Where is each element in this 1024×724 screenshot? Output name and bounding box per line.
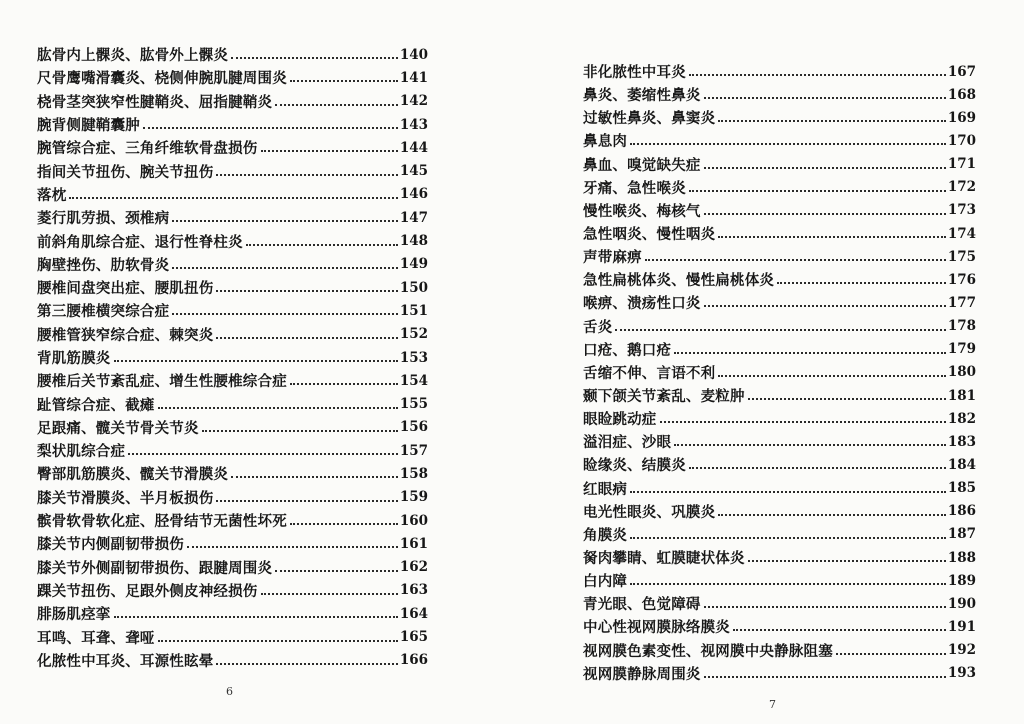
dot-leader (216, 663, 397, 665)
toc-entry (583, 222, 976, 245)
dot-leader (689, 467, 946, 469)
toc-entry-title: 腰椎后关节紊乱症、增生性腰椎综合症 (37, 373, 287, 391)
right-page (512, 0, 1024, 724)
toc-entry (583, 615, 976, 638)
dot-leader (231, 57, 398, 59)
dot-leader (645, 259, 946, 261)
dot-leader (216, 290, 397, 292)
dot-leader (172, 267, 398, 269)
toc-entry-page-number: 167 (947, 63, 976, 80)
toc-entry (583, 384, 976, 407)
toc-entry-title: 电光性眼炎、巩膜炎 (583, 503, 716, 521)
toc-entry-title: 背肌筋膜炎 (37, 350, 111, 367)
toc-entry (37, 439, 428, 462)
toc-entry-page-number: 143 (399, 116, 428, 133)
dot-leader (836, 653, 946, 655)
toc-entry (583, 153, 976, 176)
toc-entry-page-number: 140 (399, 46, 428, 63)
toc-entry (583, 129, 976, 152)
toc-entry-title: 牙痛、急性喉炎 (583, 179, 686, 197)
toc-entry-page-number: 181 (947, 387, 976, 404)
dot-leader (704, 97, 946, 99)
toc-entry-page-number: 141 (399, 69, 428, 86)
toc-entry-page-number: 164 (399, 605, 428, 622)
dot-leader (246, 244, 398, 246)
dot-leader (290, 80, 398, 82)
toc-entry-title: 青光眼、色觉障碍 (583, 596, 701, 614)
dot-leader (158, 407, 398, 409)
toc-entry (37, 579, 428, 602)
dot-leader (172, 220, 398, 222)
table-of-contents-list (583, 60, 976, 685)
toc-entry (583, 106, 976, 129)
toc-entry (37, 136, 428, 159)
dot-leader (660, 421, 946, 423)
toc-entry (37, 532, 428, 555)
toc-entry (37, 323, 428, 346)
toc-entry (37, 229, 428, 252)
toc-entry-title: 膝关节滑膜炎、半月板损伤 (37, 489, 214, 507)
toc-entry (583, 477, 976, 500)
toc-entry-page-number: 187 (947, 526, 976, 543)
toc-entry (37, 299, 428, 322)
dot-leader (748, 560, 946, 562)
toc-entry-page-number: 185 (947, 480, 976, 497)
toc-entry-title: 急性咽炎、慢性咽炎 (583, 226, 716, 244)
toc-entry-page-number: 162 (399, 559, 428, 576)
toc-entry-title: 耳鸣、耳聋、聋哑 (37, 629, 155, 647)
toc-entry (583, 315, 976, 338)
toc-entry-title: 声带麻痹 (583, 249, 642, 267)
dot-leader (158, 640, 398, 642)
dot-leader (290, 523, 398, 525)
toc-entry-title: 腕背侧腱鞘囊肿 (37, 117, 140, 135)
toc-entry-page-number: 155 (399, 396, 428, 413)
toc-entry-title: 慢性喉炎、梅核气 (583, 202, 701, 220)
dot-leader (748, 398, 946, 400)
toc-entry (37, 649, 428, 672)
toc-entry-title: 腰椎间盘突出症、腰肌扭伤 (37, 280, 214, 298)
toc-entry-title: 胬肉攀睛、虹膜睫状体炎 (583, 550, 745, 568)
toc-entry-title: 膝关节内侧副韧带损伤 (37, 536, 184, 554)
toc-entry (583, 407, 976, 430)
toc-entry-page-number: 157 (399, 442, 428, 459)
toc-entry-title: 落枕 (37, 186, 67, 204)
page-number: 7 (769, 698, 776, 711)
toc-entry-title: 腰椎管狭窄综合症、棘突炎 (37, 326, 214, 344)
dot-leader (718, 236, 946, 238)
toc-entry-title: 臀部肌筋膜炎、髋关节滑膜炎 (37, 466, 229, 484)
dot-leader (733, 629, 946, 631)
toc-entry-title: 眼睑跳动症 (583, 411, 657, 429)
toc-entry-title: 第三腰椎横突综合症 (37, 303, 170, 321)
toc-entry-page-number: 160 (399, 512, 428, 529)
dot-leader (128, 453, 398, 455)
toc-entry (37, 183, 428, 206)
dot-leader (689, 74, 946, 76)
toc-entry (583, 639, 976, 662)
toc-entry (37, 462, 428, 485)
toc-entry (583, 268, 976, 291)
toc-entry-page-number: 186 (947, 503, 976, 520)
toc-entry-page-number: 156 (399, 419, 428, 436)
toc-entry-title: 溢泪症、沙眼 (583, 434, 672, 452)
toc-entry-title: 白内障 (583, 573, 628, 591)
toc-entry (583, 83, 976, 106)
toc-entry-title: 肱骨内上髁炎、肱骨外上髁炎 (37, 47, 229, 65)
toc-entry-title: 睑缘炎、结膜炎 (583, 457, 686, 475)
toc-entry-title: 化脓性中耳炎、耳源性眩晕 (37, 652, 214, 670)
toc-entry (583, 245, 976, 268)
toc-entry-page-number: 142 (399, 93, 428, 110)
dot-leader (704, 167, 946, 169)
toc-entry-page-number: 165 (399, 629, 428, 646)
toc-entry-title: 前斜角肌综合症、退行性脊柱炎 (37, 233, 243, 251)
toc-entry-page-number: 154 (399, 372, 428, 389)
dot-leader (704, 606, 946, 608)
dot-leader (261, 593, 398, 595)
toc-entry (37, 206, 428, 229)
toc-entry-title: 非化脓性中耳炎 (583, 64, 686, 82)
dot-leader (630, 583, 946, 585)
toc-entry (583, 430, 976, 453)
toc-entry-page-number: 151 (399, 302, 428, 319)
dot-leader (674, 352, 946, 354)
toc-entry-page-number: 163 (399, 582, 428, 599)
toc-entry-page-number: 175 (947, 248, 976, 265)
toc-entry-title: 膝关节外侧副韧带损伤、跟腱周围炎 (37, 559, 273, 577)
toc-entry (37, 369, 428, 392)
dot-leader (216, 500, 397, 502)
toc-entry-page-number: 184 (947, 456, 976, 473)
toc-entry (583, 523, 976, 546)
dot-leader (187, 546, 398, 548)
dot-leader (216, 337, 397, 339)
toc-entry-page-number: 172 (947, 179, 976, 196)
toc-entry-page-number: 153 (399, 349, 428, 366)
toc-entry-title: 桡骨茎突狭窄性腱鞘炎、屈指腱鞘炎 (37, 93, 273, 111)
toc-entry-page-number: 145 (399, 163, 428, 180)
toc-entry-title: 舌炎 (583, 318, 613, 336)
dot-leader (718, 120, 946, 122)
dot-leader (718, 375, 946, 377)
toc-entry (37, 113, 428, 136)
toc-entry (37, 602, 428, 625)
toc-entry-page-number: 176 (947, 271, 976, 288)
dot-leader (172, 313, 398, 315)
dot-leader (630, 537, 946, 539)
toc-entry-page-number: 171 (947, 156, 976, 173)
toc-entry-title: 舌缩不伸、言语不利 (583, 364, 716, 382)
toc-entry-title: 足跟痛、髋关节骨关节炎 (37, 419, 199, 437)
toc-entry-page-number: 178 (947, 318, 976, 335)
toc-entry-title: 鼻炎、萎缩性鼻炎 (583, 87, 701, 105)
toc-entry-page-number: 150 (399, 279, 428, 296)
toc-entry (583, 199, 976, 222)
toc-entry (37, 276, 428, 299)
toc-entry-page-number: 147 (399, 209, 428, 226)
toc-entry-page-number: 168 (947, 86, 976, 103)
toc-entry (37, 392, 428, 415)
toc-entry-title: 红眼病 (583, 480, 628, 498)
toc-entry (583, 176, 976, 199)
toc-entry (37, 253, 428, 276)
page-number: 6 (226, 685, 233, 698)
toc-entry-title: 趾管综合症、截瘫 (37, 396, 155, 414)
toc-entry-page-number: 174 (947, 225, 976, 242)
toc-entry (37, 159, 428, 182)
toc-entry (583, 546, 976, 569)
toc-entry-page-number: 166 (399, 652, 428, 669)
toc-entry-page-number: 189 (947, 572, 976, 589)
toc-entry-title: 髌骨软骨软化症、胫骨结节无菌性坏死 (37, 513, 287, 531)
toc-entry-title: 喉痹、溃疡性口炎 (583, 295, 701, 313)
toc-entry (583, 662, 976, 685)
dot-leader (231, 476, 398, 478)
toc-entry-page-number: 182 (947, 410, 976, 427)
toc-entry-page-number: 180 (947, 364, 976, 381)
dot-leader (718, 514, 946, 516)
toc-entry-title: 鼻血、嗅觉缺失症 (583, 156, 701, 174)
toc-entry-title: 胸壁挫伤、肋软骨炎 (37, 256, 170, 274)
dot-leader (261, 150, 398, 152)
toc-entry (37, 625, 428, 648)
toc-entry (583, 60, 976, 83)
toc-entry-page-number: 152 (399, 326, 428, 343)
dot-leader (216, 174, 397, 176)
toc-entry-title: 尺骨鹰嘴滑囊炎、桡侧伸腕肌腱周围炎 (37, 70, 287, 88)
toc-entry (583, 500, 976, 523)
dot-leader (615, 329, 945, 331)
toc-entry-title: 中心性视网膜脉络膜炎 (583, 619, 730, 637)
toc-entry-page-number: 170 (947, 132, 976, 149)
dot-leader (704, 676, 946, 678)
toc-entry-title: 踝关节扭伤、足跟外侧皮神经损伤 (37, 582, 258, 600)
toc-entry (583, 453, 976, 476)
toc-entry-title: 指间关节扭伤、腕关节扭伤 (37, 163, 214, 181)
dot-leader (143, 127, 398, 129)
toc-entry-page-number: 191 (947, 618, 976, 635)
dot-leader (114, 360, 398, 362)
toc-entry-page-number: 190 (947, 595, 976, 612)
toc-entry (583, 569, 976, 592)
toc-entry-title: 视网膜静脉周围炎 (583, 665, 701, 683)
toc-entry-page-number: 177 (947, 294, 976, 311)
dot-leader (69, 197, 397, 199)
dot-leader (290, 383, 398, 385)
toc-entry (37, 509, 428, 532)
toc-entry-page-number: 169 (947, 109, 976, 126)
dot-leader (689, 190, 946, 192)
toc-entry (583, 291, 976, 314)
toc-entry-title: 鼻息肉 (583, 133, 628, 151)
toc-entry (37, 43, 428, 66)
dot-leader (777, 282, 946, 284)
dot-leader (674, 444, 946, 446)
table-of-contents-list (37, 43, 428, 672)
dot-leader (114, 616, 398, 618)
dot-leader (630, 491, 946, 493)
dot-leader (704, 213, 946, 215)
toc-entry-page-number: 173 (947, 202, 976, 219)
dot-leader (630, 143, 946, 145)
dot-leader (275, 104, 398, 106)
dot-leader (202, 430, 398, 432)
toc-entry-page-number: 193 (947, 665, 976, 682)
toc-entry-title: 梨状肌综合症 (37, 443, 126, 461)
toc-entry-page-number: 188 (947, 549, 976, 566)
toc-entry-title: 菱行肌劳损、颈椎病 (37, 210, 170, 228)
toc-entry (583, 361, 976, 384)
toc-entry-title: 腕管综合症、三角纤维软骨盘损伤 (37, 140, 258, 158)
toc-entry (37, 556, 428, 579)
toc-entry (583, 592, 976, 615)
toc-entry-page-number: 161 (399, 535, 428, 552)
toc-entry (37, 90, 428, 113)
toc-entry-title: 口疮、鹅口疮 (583, 341, 672, 359)
toc-entry-title: 角膜炎 (583, 526, 628, 544)
toc-entry-title: 急性扁桃体炎、慢性扁桃体炎 (583, 272, 775, 290)
toc-entry-page-number: 179 (947, 341, 976, 358)
toc-entry-page-number: 144 (399, 139, 428, 156)
toc-entry (37, 486, 428, 509)
toc-entry-title: 腓肠肌痉挛 (37, 606, 111, 624)
toc-entry (583, 338, 976, 361)
toc-entry-title: 过敏性鼻炎、鼻窦炎 (583, 110, 716, 128)
toc-entry-title: 颞下颌关节紊乱、麦粒肿 (583, 388, 745, 406)
toc-entry (37, 416, 428, 439)
toc-entry (37, 346, 428, 369)
toc-entry-title: 视网膜色素变性、视网膜中央静脉阻塞 (583, 642, 833, 660)
toc-entry-page-number: 183 (947, 433, 976, 450)
dot-leader (275, 570, 398, 572)
toc-entry-page-number: 148 (399, 233, 428, 250)
toc-entry (37, 66, 428, 89)
toc-entry-page-number: 158 (399, 465, 428, 482)
toc-entry-page-number: 192 (947, 642, 976, 659)
toc-entry-page-number: 149 (399, 256, 428, 273)
dot-leader (704, 305, 946, 307)
toc-entry-page-number: 159 (399, 489, 428, 506)
toc-entry-page-number: 146 (399, 186, 428, 203)
